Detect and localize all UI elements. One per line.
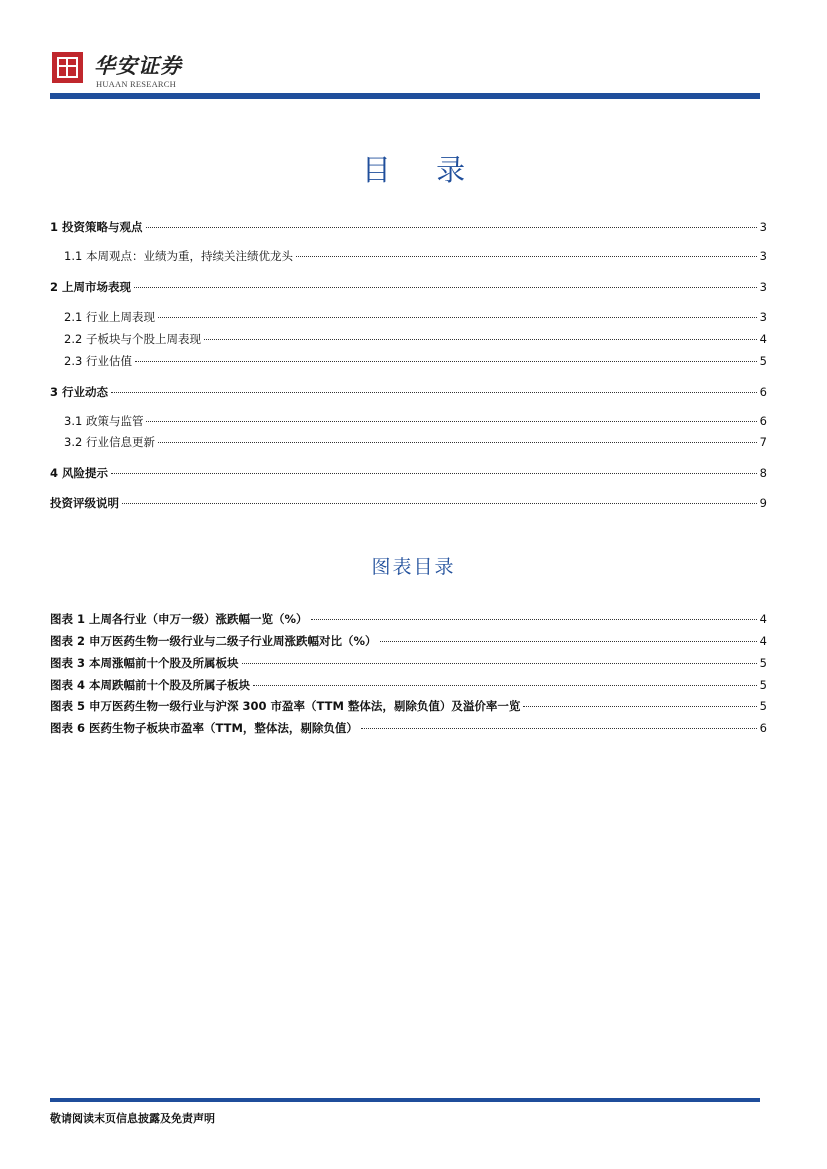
toc-entry-1-1[interactable]: 1.1 本周观点：业绩为重，持续关注绩优龙头 3 [64, 249, 767, 263]
figure-entry-5[interactable]: 图表 5 申万医药生物一级行业与沪深 300 市盈率（TTM 整体法，剔除负值）及溢价率一览 5 [50, 699, 767, 713]
header-divider [50, 93, 760, 99]
toc-entry-4[interactable]: 4 风险提示 8 [50, 466, 767, 480]
footer-divider [50, 1098, 760, 1102]
figure-entry-6[interactable]: 图表 6 医药生物子板块市盈率（TTM，整体法，剔除负值） 6 [50, 721, 767, 735]
toc-entry-2-2[interactable]: 2.2 子板块与个股上周表现 4 [64, 332, 767, 346]
figure-entry-4[interactable]: 图表 4 本周跌幅前十个股及所属子板块 5 [50, 678, 767, 692]
figure-entry-2[interactable]: 图表 2 申万医药生物一级行业与二级子行业周涨跌幅对比（%） 4 [50, 634, 767, 648]
logo-chinese-name: 华安证券 [94, 53, 182, 78]
figures-list-title: 图表目录 [371, 556, 456, 578]
toc-entry-2-1[interactable]: 2.1 行业上周表现 3 [64, 310, 767, 324]
logo-english-name: HUAAN RESEARCH [96, 79, 177, 89]
toc-entry-rating[interactable]: 投资评级说明 9 [50, 496, 767, 510]
footer-disclaimer: 敬请阅读末页信息披露及免责声明 [50, 1112, 215, 1125]
figure-entry-3[interactable]: 图表 3 本周涨幅前十个股及所属板块 5 [50, 656, 767, 670]
company-logo-icon [52, 52, 83, 83]
toc-entry-3-2[interactable]: 3.2 行业信息更新 7 [64, 435, 767, 449]
toc-entry-2-3[interactable]: 2.3 行业估值 5 [64, 354, 767, 368]
toc-entry-1[interactable]: 1 投资策略与观点 3 [50, 220, 767, 234]
toc-entry-3-1[interactable]: 3.1 政策与监管 6 [64, 414, 767, 428]
figure-entry-1[interactable]: 图表 1 上周各行业（申万一级）涨跌幅一览（%） 4 [50, 612, 767, 626]
toc-entry-2[interactable]: 2 上周市场表现 3 [50, 280, 767, 294]
toc-title: 目 录 [361, 153, 484, 187]
toc-entry-3[interactable]: 3 行业动态 6 [50, 385, 767, 399]
